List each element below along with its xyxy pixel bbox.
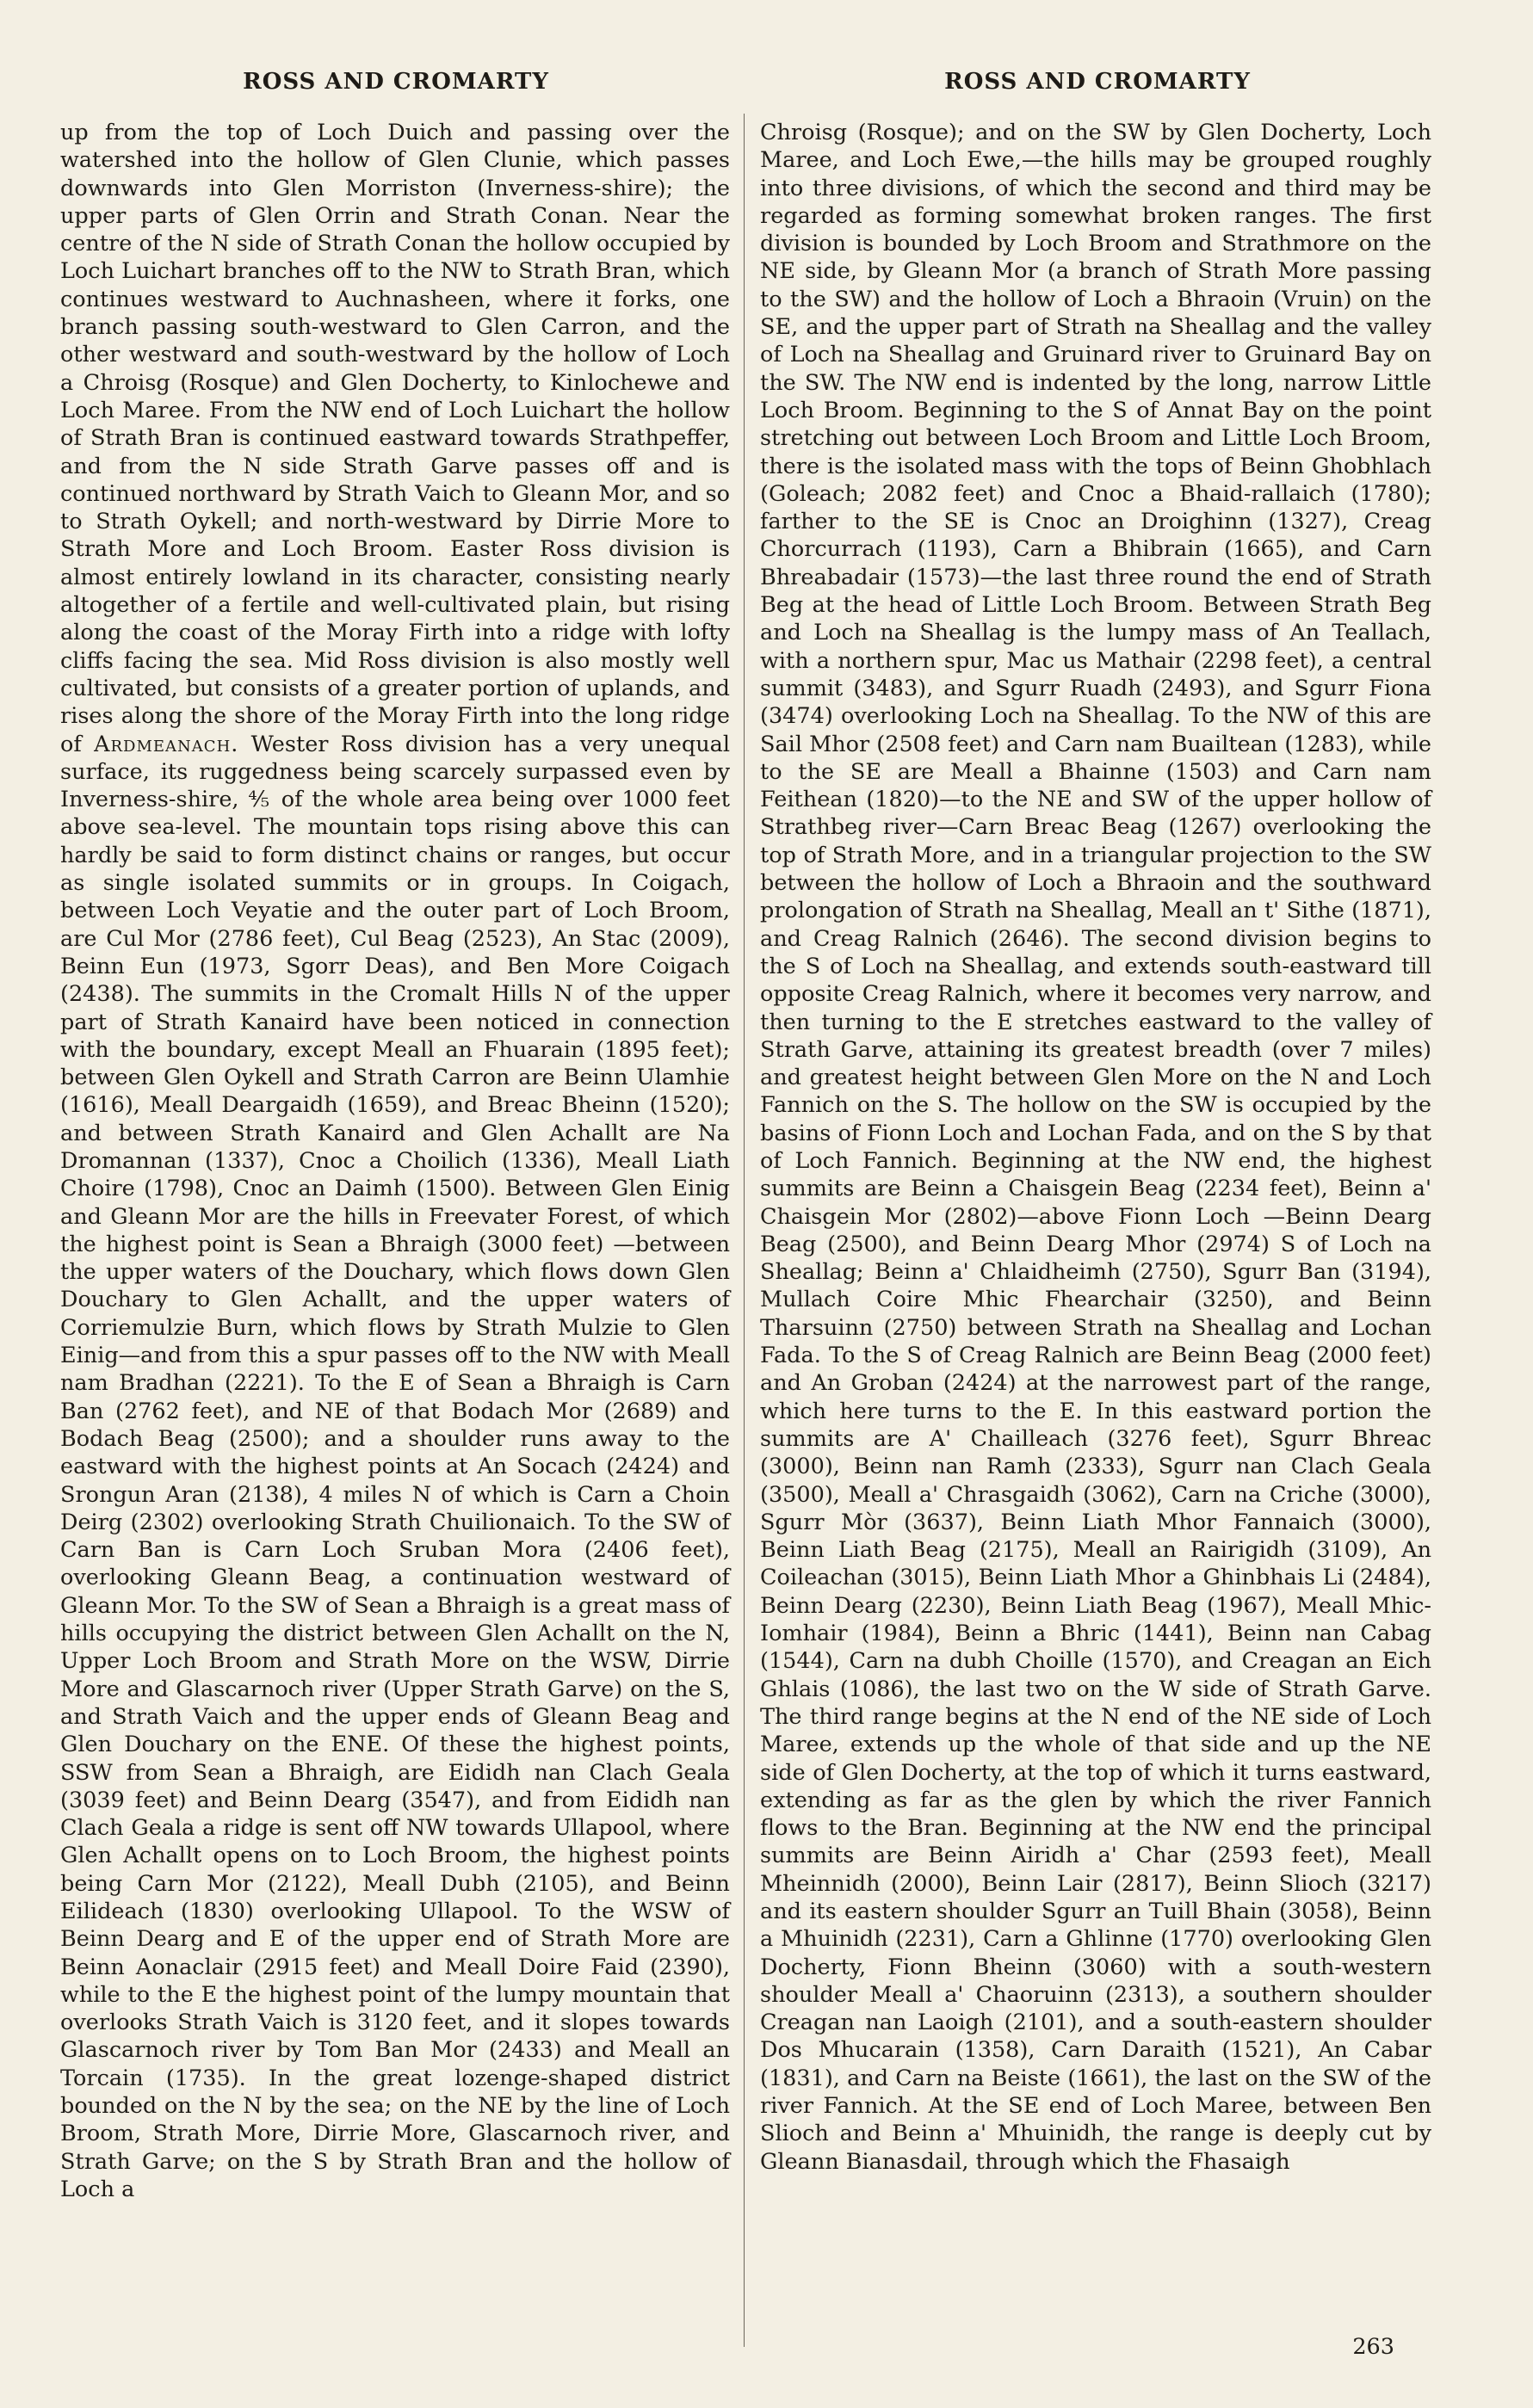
left-text-part-b: Wester Ross division has a very unequal surface, its ruggedness being scarcely surpassed even by Inverness-shire, ⅘ of the whole area being over 1000 feet above sea-level. The mountain tops rising above this can hardly be said to form distinct chains or ranges, but occur as single isolated summits or in groups. In Coigach, between Loch Veyatie and the outer part of Loch Broom, are Cul Mor (2786 feet), Cul Beag (2523), An Stac (2009), Beinn Eun (1973, Sgorr Deas), and Ben More Coigach (2438). The summits in the Cromalt Hills N of the upper part of Strath Kanaird have been noticed in connection with the boundary, except Meall an Fhuarain (1895 feet); between Glen Oykell and Strath Carron are Beinn Ulamhie (1616), Meall Deargaidh (1659), and Breac Bheinn (1520); and between Strath Kanaird and Glen Achallt are Na Dromannan (1337), Cnoc a Choilich (1336), Meall Liath Choire (1798), Cnoc an Daimh (1500). Between Glen Einig and Gleann Mor are the hills in Freevater Forest, of which the highest point is Sean a Bhraigh (3000 feet) —between the upper waters of the Douchary, which flows down Glen Douchary to Glen Achallt, and the upper waters of Corriemulzie Burn, which flows by Strath Mulzie to Glen Einig—and from this a spur passes off to the NW with Meall nam Bradhan (2221). To the E of Sean a Bhraigh is Carn Ban (2762 feet), and NE of that Bodach Mor (2689) and Bodach Beag (2500); and a shoulder runs away to the eastward with the highest points at An Socach (2424) and Srongun Aran (2138), 4 miles N of which is Carn a Choin Deirg (2302) overlooking Strath Chuilionaich. To the SW of Carn Ban is Carn Loch Sruban Mora (2406 feet), overlooking Gleann Beag, a continuation westward of Gleann Mor. To the SW of Sean a Bhraigh is a great mass of hills occupying the district between Glen Achallt on the N, Upper Loch Broom and Strath More on the WSW, Dirrie More and Glascarnoch river (Upper Strath Garve) on the S, and Strath Vaich and the upper ends of Gleann Beag and Glen Douchary on the ENE. Of these the highest points, SSW from Sean a Bhraigh, are Eididh nan Clach Geala (3039 feet) and Beinn Dearg (3547), and from Eididh nan Clach Geala a ridge is sent off NW towards Ullapool, where Glen Achallt opens on to Loch Broom, the highest points being Carn Mor (2122), Meall Dubh (2105), and Beinn Eilideach (1830) overlooking Ullapool. To the WSW of Beinn Dearg and E of the upper end of Strath More are Beinn Aonaclair (2915 feet) and Meall Doire Faid (2390), while to the E the highest point of the lumpy mountain that overlooks Strath Vaich is 3120 feet, and it slopes towards Glascarnoch river by Tom Ban Mor (2433) and Meall an Torcain (1735). In the great lozenge-shaped district bounded on the N by the sea; on the NE by the line of Loch Broom, Strath More, Dirrie More, Glascarnoch river, and Strath Garve; on the S by Strath Bran and the hollow of Loch a — [60, 731, 730, 2202]
right-column-paragraph: Chroisg (Rosque); and on the SW by Glen Docherty, Loch Maree, and Loch Ewe,—the hills may be grouped roughly into three divisions, of which the second and third may be regarded as forming somewhat broken ranges. The first division is bounded by Loch Broom and Strathmore on the NE side, by Gleann Mor (a branch of Strath More passing to the SW) and the hollow of Loch a Bhraoin (Vruin) on the SE, and the upper part of Strath na Sheallag and the valley of Loch na Sheallag and Gruinard river to Gruinard Bay on the SW. The NW end is indented by the long, narrow Little Loch Broom. Beginning to the S of Annat Bay on the point stretching out between Loch Broom and Little Loch Broom, there is the isolated mass with the tops of Beinn Ghobhlach (Goleach; 2082 feet) and Cnoc a Bhaid-rallaich (1780); farther to the SE is Cnoc an Droighinn (1327), Creag Chorcurrach (1193), Carn a Bhibrain (1665), and Carn Bhreabadair (1573)—the last three round the end of Strath Beg at the head of Little Loch Broom. Between Strath Beg and Loch na Sheallag is the lumpy mass of An Teallach, with a northern spur, Mac us Mathair (2298 feet), a central summit (3483), and Sgurr Ruadh (2493), and Sgurr Fiona (3474) overlooking Loch na Sheallag. To the NW of this are Sail Mhor (2508 feet) and Carn nam Buailtean (1283), while to the SE are Meall a Bhainne (1503) and Carn nam Feithean (1820)—to the NE and SW of the upper hollow of Strathbeg river—Carn Breac Beag (1267) overlooking the top of Strath More, and in a triangular projection to the SW between the hollow of Loch a Bhraoin and the southward prolongation of Strath na Sheallag, Meall an t' Sithe (1871), and Creag Ralnich (2646). The second division begins to the S of Loch na Sheallag, and extends south-eastward till opposite Creag Ralnich, where it becomes very narrow, and then turning to the E stretches eastward to the valley of Strath Garve, attaining its greatest breadth (over 7 miles) and greatest height between Glen More on the N and Loch Fannich on the S. The hollow on the SW is occupied by the basins of Fionn Loch and Lochan Fada, and on the S by that of Loch Fannich. Beginning at the NW end, the highest summits are Beinn a Chaisgein Beag (2234 feet), Beinn a' Chaisgein Mor (2802)—above Fionn Loch —Beinn Dearg Beag (2500), and Beinn Dearg Mhor (2974) S of Loch na Sheallag; Beinn a' Chlaidheimh (2750), Sgurr Ban (3194), Mullach Coire Mhic Fhearchair (3250), and Beinn Tharsuinn (2750) between Strath na Sheallag and Lochan Fada. To the S of Creag Ralnich are Beinn Beag (2000 feet) and An Groban (2424) at the narrowest part of the range, which here turns to the E. In this eastward portion the summits are A' Chailleach (3276 feet), Sgurr Bhreac (3000), Beinn nan Ramh (2333), Sgurr nan Clach Geala (3500), Meall a' Chrasgaidh (3062), Carn na Criche (3000), Sgurr Mòr (3637), Beinn Liath Mhor Fannaich (3000), Beinn Liath Beag (2175), Meall an Rairigidh (3109), An Coileachan (3015), Beinn Liath Mhor a Ghinbhais Li (2484), Beinn Dearg (2230), Beinn Liath Beag (1967), Meall Mhic-Iomhair (1984), Beinn a Bhric (1441), Beinn nan Cabag (1544), Carn na dubh Choille (1570), and Creagan an Eich Ghlais (1086), the last two on the W side of Strath Garve. The third range begins at the N end of the NE side of Loch Maree, extends up the whole of that side and up the NE side of Glen Docherty, at the top of which it turns eastward, extending as far as the glen by which the river Fannich flows to the Bran. Beginning at the NW end the principal summits are Beinn Airidh a' Char (2593 feet), Meall Mheinnidh (2000), Beinn Lair (2817), Beinn Slioch (3217) and its eastern shoulder Sgurr an Tuill Bhain (3058), Beinn a Mhuinidh (2231), Carn a Ghlinne (1770) overlooking Glen Docherty, Fionn Bheinn (3060) with a south-western shoulder Meall a' Chaoruinn (2313), a southern shoulder Creagan nan Laoigh (2101), and a south-eastern shoulder Dos Mhucarain (1358), Carn Daraith (1521), An Cabar (1831), and Carn na Beiste (1661), the last on the SW of the river Fannich. At the SE end of Loch Maree, between Ben Slioch and Beinn a' Mhuinidh, the range is deeply cut by Gleann Bianasdail, through which the Fhasaigh — [760, 120, 1431, 2175]
right-column — [760, 119, 1431, 2176]
page-number: 263 — [1352, 2334, 1394, 2360]
left-text-part-a: up from the top of Loch Duich and passing over the watershed into the hollow of Glen Clunie, which passes downwards into Glen Morriston (Inverness-shire); the upper parts of Glen Orrin and Strath Conan. Near the centre of the N side of Strath Conan the hollow occupied by Loch Luichart branches off to the NW to Strath Bran, which continues westward to Auchnasheen, where it forks, one branch passing south-westward to Glen Carron, and the other westward and south-westward by the hollow of Loch a Chroisg (Rosque) and Glen Docherty, to Kinlochewe and Loch Maree. From the NW end of Loch Luichart the hollow of Strath Bran is continued eastward towards Strathpeffer, and from the N side Strath Garve passes off and is continued northward by Strath Vaich to Gleann Mor, and so to Strath Oykell; and north-westward by Dirrie More to Strath More and Loch Broom. Easter Ross division is almost entirely lowland in its character, consisting nearly altogether of a fertile and well-cultivated plain, but rising along the coast of the Moray Firth into a ridge with lofty cliffs facing the sea. Mid Ross division is also mostly well cultivated, but consists of a greater portion of uplands, and rises along the shore of the Moray Firth into the long ridge of — [60, 120, 730, 757]
column-divider — [744, 114, 745, 2347]
running-head-right: ROSS AND CROMARTY — [944, 69, 1251, 95]
running-head-left: ROSS AND CROMARTY — [243, 69, 549, 95]
ardmeanach-small-caps: Ardmeanach. — [94, 731, 239, 757]
left-column-paragraph — [60, 119, 730, 2203]
left-column — [60, 119, 730, 2203]
